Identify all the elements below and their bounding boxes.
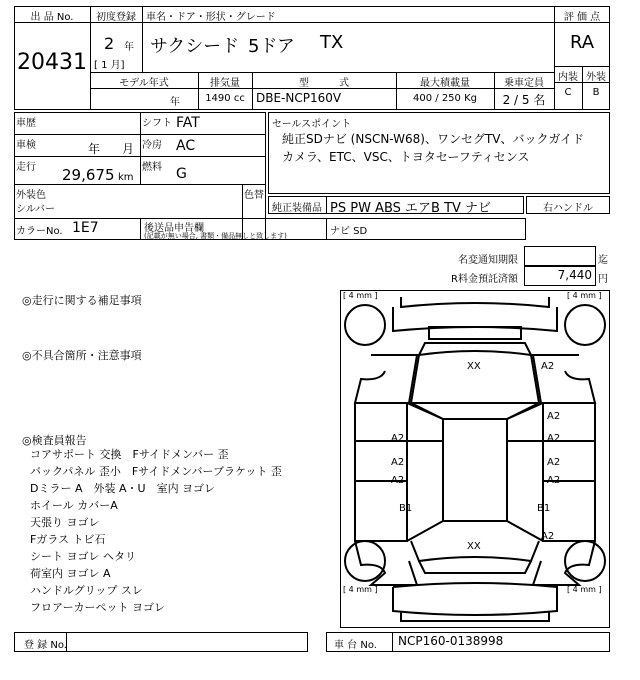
recycle-label: R料金預託済額 — [451, 274, 518, 285]
tire-rr: [ 4 mm ] — [567, 585, 602, 594]
docs-value: ナビ SD — [330, 226, 368, 237]
damage-r-sill: B1 — [537, 503, 551, 514]
tire-unit: mm — [356, 585, 372, 594]
first-reg-year: 2 — [104, 34, 115, 53]
model-year-label: モデル年式 — [119, 78, 169, 89]
sales-line-1: 純正SDナビ (NSCN-W68)、ワンセグTV、バックガイド — [282, 132, 585, 146]
shift-label: シフト — [142, 118, 172, 129]
damage-rr-fender: A2 — [541, 531, 555, 542]
capacity-label: 乗車定員 — [504, 78, 544, 89]
defect-title: ◎不具合箇所・注意事項 — [22, 349, 142, 362]
deadline-suffix: 迄 — [598, 255, 608, 266]
inspector-line: フロアーカーペット ヨゴレ — [30, 601, 165, 614]
tire-fl-value: 4 — [348, 291, 354, 300]
deadline-label: 名変通知期限 — [458, 255, 518, 266]
divider — [140, 218, 141, 240]
repaint-label: 色替 — [244, 190, 264, 201]
tire-rl-value: 4 — [348, 585, 354, 594]
tire-rl: [ 4 mm ] — [343, 585, 378, 594]
docs-label: 後送品申告欄 — [144, 223, 204, 234]
score: RA — [569, 32, 595, 53]
exterior-grade: B — [592, 87, 600, 98]
reg-label: 登 録 No. — [24, 640, 67, 651]
inspector-line: Fガラス トビ石 — [30, 533, 106, 546]
divider — [140, 112, 141, 184]
car-outline — [341, 291, 609, 627]
model-label: 型 式 — [299, 78, 349, 89]
car-doors: 5ドア — [248, 36, 295, 57]
damage-r-rdoor-top: A2 — [547, 457, 561, 468]
aircon: AC — [176, 138, 196, 154]
fuel: G — [176, 166, 187, 182]
chassis-label: 車 台 No. — [334, 640, 377, 651]
tire-fr: [ 4 mm ] — [567, 291, 602, 300]
mileage-unit: km — [118, 172, 134, 183]
first-reg-month: [ 1 月] — [94, 60, 125, 71]
car-diagram — [340, 290, 610, 628]
inspector-line: ハンドルグリップ スレ — [30, 584, 143, 597]
damage-r-fdoor: A2 — [547, 433, 561, 444]
color-no: 1E7 — [72, 220, 99, 236]
damage-fr-fender: A2 — [541, 361, 555, 372]
lot-label: 出 品 No. — [30, 12, 74, 23]
exterior-label: 外装 — [586, 72, 606, 83]
supplement-title: ◎走行に関する補足事項 — [22, 294, 142, 307]
inspector-line: コアサポート 交換 Fサイドメンバー 歪 — [30, 448, 229, 461]
history-label: 車歴 — [16, 118, 36, 129]
equip-label: 純正装備品 — [272, 203, 322, 214]
inspector-line: ホイール カバーA — [30, 499, 118, 512]
damage-r-fdoor-top: A2 — [547, 411, 561, 422]
car-name-label: 車名・ドア・形状・グレード — [146, 12, 276, 23]
divider — [14, 184, 266, 185]
lot-number: 20431 — [17, 50, 87, 75]
damage-rear: XX — [467, 541, 481, 552]
tire-unit: mm — [580, 585, 596, 594]
car-grade: TX — [320, 32, 344, 53]
chassis-number: NCP160-0138998 — [398, 634, 504, 648]
damage-l-sill: B1 — [399, 503, 413, 514]
inspector-line: 天張り ヨゴレ — [30, 516, 100, 529]
inspector-lines — [30, 446, 282, 616]
mileage: 29,675 — [62, 166, 115, 184]
inspector-line: 荷室内 ヨゴレ A — [30, 567, 111, 580]
max-load-label: 最大積載量 — [420, 78, 470, 89]
damage-l-rdoor: A2 — [391, 475, 405, 486]
color: シルバー — [16, 204, 56, 215]
displacement: 1490 cc — [205, 93, 245, 104]
mileage-label: 走行 — [16, 162, 36, 173]
inspector-line: バックパネル 歪小 Fサイドメンバーブラケット 歪 — [30, 465, 282, 478]
fuel-label: 燃料 — [142, 162, 162, 173]
divider — [392, 632, 393, 652]
divider — [142, 6, 143, 72]
inspection-month: 月 — [122, 142, 135, 156]
displacement-label: 排気量 — [210, 78, 240, 89]
deadline-box — [524, 246, 596, 266]
capacity: 2 / 5 名 — [502, 93, 546, 107]
divider — [14, 134, 266, 135]
docs-note: (記載が無い場合, 書類・備品無しと致します) — [144, 232, 287, 240]
first-reg-year-unit: 年 — [124, 42, 134, 53]
divider — [90, 72, 554, 73]
sales-label: セールスポイント — [272, 119, 352, 130]
inspector-title: ◎検査員報告 — [22, 434, 87, 447]
aircon-label: 冷房 — [142, 140, 162, 151]
divider — [326, 218, 327, 240]
interior-grade: C — [564, 87, 572, 98]
color-label: 外装色 — [16, 190, 46, 201]
divider — [326, 196, 327, 214]
tire-rr-value: 4 — [572, 585, 578, 594]
inspection-label: 車検 — [16, 140, 36, 151]
tire-fr-value: 4 — [572, 291, 578, 300]
model-code: DBE-NCP160V — [256, 91, 342, 105]
model-year-unit: 年 — [170, 97, 180, 108]
damage-l-rdoor-top: A2 — [391, 457, 405, 468]
tire-unit: mm — [580, 291, 596, 300]
damage-r-rdoor: A2 — [547, 475, 561, 486]
recycle-value: 7,440 — [557, 268, 592, 282]
first-reg-label: 初度登録 — [96, 12, 136, 23]
max-load: 400 / 250 Kg — [413, 93, 477, 104]
damage-hood: XX — [467, 361, 481, 372]
inspection-year: 年 — [88, 142, 101, 156]
sales-line-2: カメラ、ETC、VSC、トヨタセーフティセンス — [282, 150, 530, 164]
car-name: サクシード — [150, 36, 240, 57]
damage-l-fdoor: A2 — [391, 433, 405, 444]
handle: 右ハンドル — [543, 203, 593, 214]
equip: PS PW ABS エアB TV ナビ — [330, 201, 492, 216]
interior-label: 内装 — [558, 72, 578, 83]
tire-fl: [ 4 mm ] — [343, 291, 378, 300]
recycle-unit: 円 — [598, 274, 608, 285]
score-label: 評 価 点 — [563, 12, 601, 23]
tire-unit: mm — [356, 291, 372, 300]
inspector-line: シート ヨゴレ ヘタリ — [30, 550, 136, 563]
divider — [14, 156, 266, 157]
shift: FAT — [176, 115, 200, 131]
color-no-label: カラーNo. — [16, 226, 63, 237]
inspector-line: Dミラー A 外装 A・U 室内 ヨゴレ — [30, 482, 216, 495]
